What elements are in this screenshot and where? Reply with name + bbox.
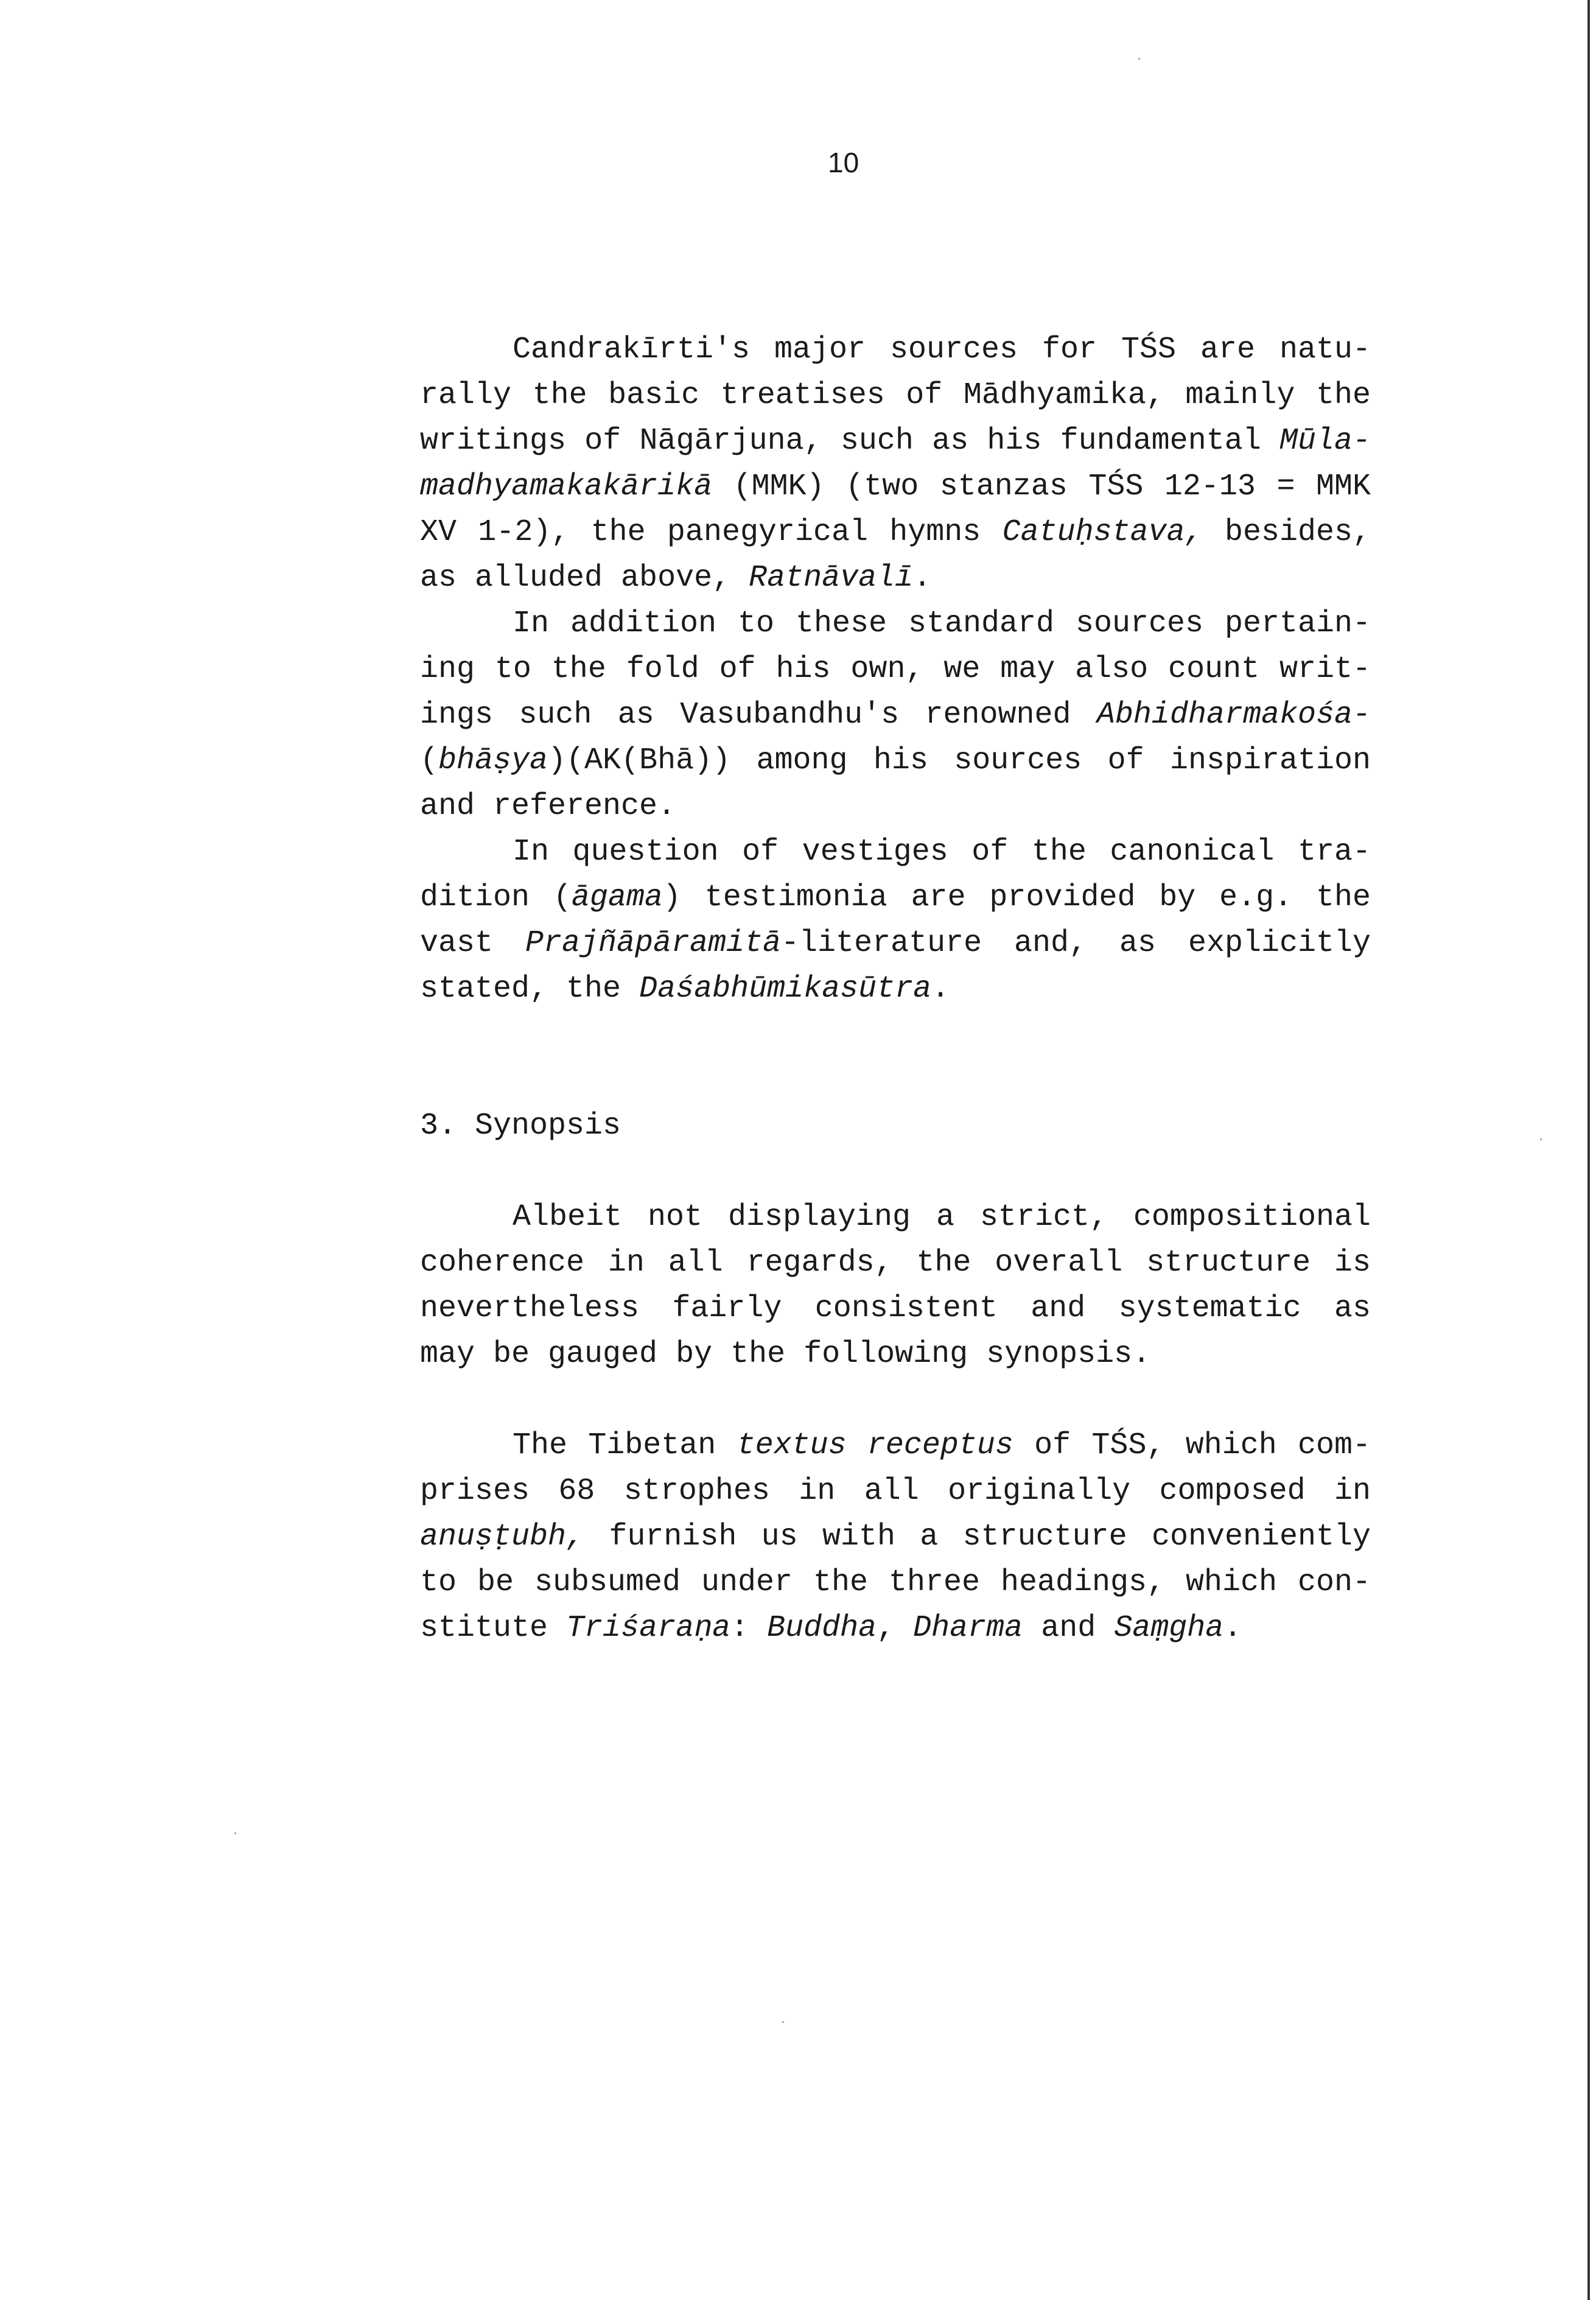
- text-line: [513, 1199, 1371, 1236]
- text-run: ,: [877, 1611, 914, 1646]
- text-line: [420, 651, 1371, 688]
- italic-text-run: Saṃgha: [1114, 1611, 1224, 1646]
- text-run: )(AK(Bhā)) among his sources of inspiration: [548, 743, 1371, 778]
- text-line: [420, 560, 931, 597]
- text-run: XV 1-2), the panegyrical hymns: [420, 515, 1003, 550]
- page-number: 10: [828, 147, 859, 178]
- text-line: [420, 1565, 1371, 1601]
- italic-text-run: textus receptus: [737, 1428, 1013, 1463]
- text-run: -literature and, as explicitly: [781, 926, 1371, 961]
- text-run: dition (: [420, 880, 572, 915]
- italic-text-run: Mūla-: [1279, 424, 1371, 458]
- text-run: nevertheless fairly consistent and systematic as: [420, 1291, 1371, 1326]
- text-run: stated, the: [420, 972, 640, 1006]
- text-run: .: [913, 561, 932, 595]
- text-line: [513, 332, 1371, 368]
- text-run: (MMK) (two stanzas TŚS 12-13 = MMK: [712, 469, 1371, 504]
- scan-speck: [234, 1832, 236, 1834]
- scan-speck: [1540, 1138, 1542, 1140]
- text-line: [420, 788, 676, 825]
- text-line: [513, 606, 1371, 642]
- text-run: 3. Synopsis: [420, 1109, 621, 1143]
- text-run: Candrakīrti's major sources for TŚS are natu-: [513, 332, 1371, 367]
- text-run: of TŚS, which com-: [1013, 1428, 1371, 1463]
- text-run: stitute: [420, 1611, 567, 1646]
- text-line: [420, 1610, 1242, 1647]
- text-line: [420, 697, 1371, 734]
- italic-text-run: āgama: [571, 880, 663, 915]
- text-run: :: [730, 1611, 768, 1646]
- text-line: [420, 1336, 1150, 1373]
- text-run: prises 68 strophes in all originally composed in: [420, 1474, 1371, 1509]
- text-run: In question of vestiges of the canonical tra-: [513, 835, 1371, 869]
- text-run: In addition to these standard sources pertain-: [513, 606, 1371, 641]
- italic-text-run: Daśabhūmikasūtra: [639, 972, 932, 1006]
- text-line: [420, 514, 1371, 551]
- scan-speck: [1138, 58, 1140, 60]
- text-run: (: [420, 743, 439, 778]
- italic-text-run: bhāṣya: [438, 743, 548, 778]
- italic-text-run: Catuḥstava,: [1002, 515, 1203, 550]
- text-line: [420, 971, 950, 1008]
- italic-text-run: Abhidharmakośa-: [1096, 698, 1371, 732]
- text-line: [420, 925, 1371, 962]
- text-line: [420, 1291, 1371, 1327]
- text-run: besides,: [1203, 515, 1371, 550]
- text-line: [420, 880, 1371, 916]
- text-run: may be gauged by the following synopsis.: [420, 1337, 1151, 1372]
- text-line: [513, 834, 1371, 871]
- text-run: and reference.: [420, 789, 676, 824]
- text-line: [513, 1428, 1371, 1464]
- text-line: [420, 1245, 1371, 1281]
- italic-text-run: Dharma: [913, 1611, 1023, 1646]
- italic-text-run: madhyamakakārikā: [420, 469, 713, 504]
- text-run: writings of Nāgārjuna, such as his fundamental: [420, 424, 1279, 458]
- text-run: The Tibetan: [513, 1428, 737, 1463]
- italic-text-run: anuṣṭubh,: [420, 1520, 585, 1554]
- italic-text-run: Ratnāvalī: [749, 561, 914, 595]
- text-line: [420, 1108, 621, 1145]
- text-run: furnish us with a structure conveniently: [584, 1520, 1371, 1554]
- text-run: as alluded above,: [420, 561, 749, 595]
- text-run: vast: [420, 926, 525, 961]
- italic-text-run: Prajñāpāramitā: [525, 926, 782, 961]
- italic-text-run: Triśaraṇa: [566, 1611, 731, 1646]
- text-line: [420, 1473, 1371, 1510]
- text-run: .: [1223, 1611, 1242, 1646]
- text-run: ings such as Vasubandhu's renowned: [420, 698, 1097, 732]
- text-line: [420, 469, 1371, 505]
- text-run: .: [931, 972, 950, 1006]
- page-edge-line: [1587, 0, 1590, 2300]
- text-line: [420, 1519, 1371, 1555]
- text-line: [420, 423, 1371, 460]
- text-run: ing to the fold of his own, we may also count writ-: [420, 652, 1371, 687]
- text-run: ) testimonia are provided by e.g. the: [662, 880, 1371, 915]
- text-run: to be subsumed under the three headings, which con-: [420, 1565, 1371, 1600]
- text-run: Albeit not displaying a strict, compositional: [513, 1200, 1371, 1235]
- text-run: and: [1023, 1611, 1115, 1646]
- text-run: coherence in all regards, the overall structure is: [420, 1246, 1371, 1280]
- scan-speck: [782, 2021, 784, 2023]
- italic-text-run: Buddha: [767, 1611, 877, 1646]
- text-line: [420, 377, 1371, 414]
- text-line: [420, 743, 1371, 779]
- text-run: rally the basic treatises of Mādhyamika, mainly the: [420, 378, 1371, 413]
